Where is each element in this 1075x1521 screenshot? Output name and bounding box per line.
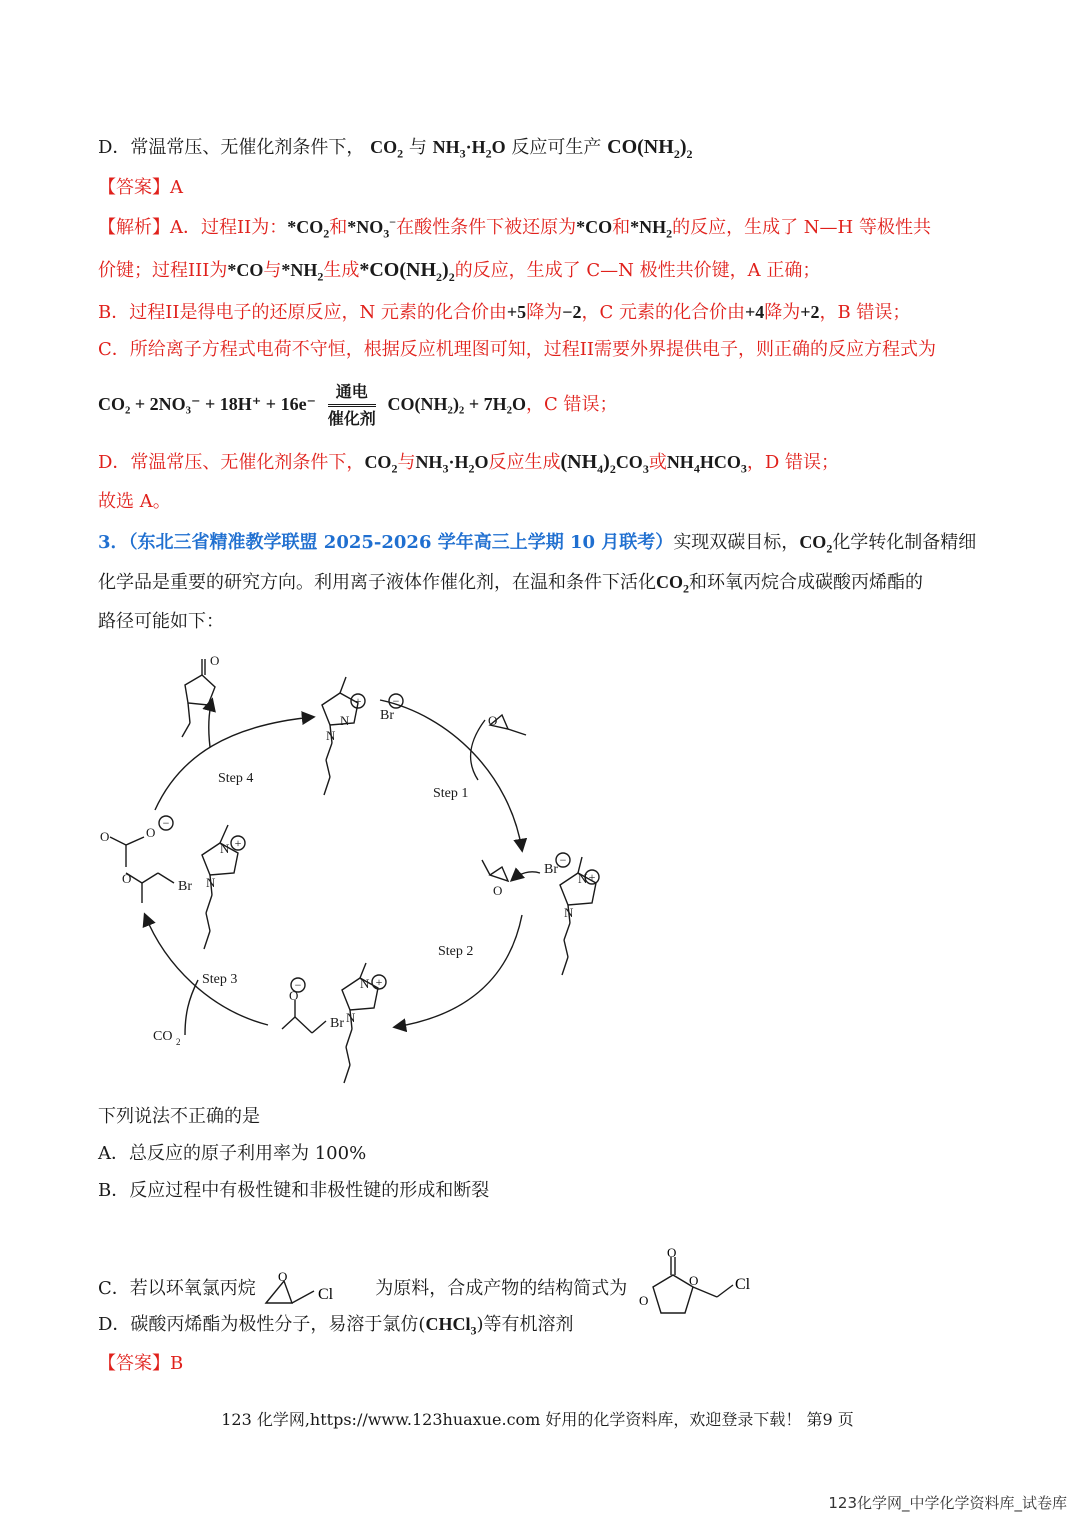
analysis-line-3: B．过程II是得电子的还原反应，N 元素的化合价由+5降为−2，C 元素的化合价由+4降为+2，B 错误；: [98, 302, 911, 323]
svg-text:N: N: [564, 905, 574, 920]
svg-text:N: N: [206, 875, 216, 890]
option-c: C．若以环氧氯丙烷 O Cl 为原料，合成产物的结构简式为 O O O Cl: [98, 1245, 763, 1333]
epichlorohydrin-structure: [262, 1269, 370, 1309]
svg-text:+: +: [234, 836, 242, 850]
analysis-line-1: 【解析】A．过程II为：$*CO_2$和$*NO_3^-$在酸性条件下被还原为*CO和$*NH_2$的反应，生成了 N—H 等极性共: [98, 215, 931, 241]
alkoxide-bottom: [282, 1000, 326, 1033]
answer-label: 【答案】A: [98, 177, 183, 198]
option-d: D．碳酸丙烯酯为极性分子，易溶于氯仿(CHCl$_3$)等有机溶剂: [98, 1314, 574, 1338]
analysis-line-4: C．所给离子方程式电荷不守恒，根据反应机理图可知，过程II需要外界提供电子，则正确的反应方程式为: [98, 339, 936, 360]
svg-text:O: O: [277, 1269, 287, 1284]
svg-text:N: N: [578, 871, 588, 886]
co2-label: CO: [153, 1029, 173, 1044]
svg-text:N: N: [360, 976, 370, 991]
svg-text:−: −: [162, 816, 170, 830]
arc-step-2: [395, 915, 522, 1027]
svg-text:N: N: [346, 1010, 356, 1025]
svg-text:−: −: [294, 978, 302, 992]
bromide-top: Br: [380, 708, 394, 723]
svg-text:O: O: [100, 829, 110, 844]
svg-text:O: O: [146, 825, 156, 840]
arc-step-1: [380, 700, 522, 850]
propylene-carbonate-top: [182, 659, 215, 737]
analysis-equation: CO₂ + 2NO₃⁻ + 18H⁺ + 16e⁻ $\frac{\text{通电}}{\text{催化剂}}$ CO(NH₂)₂ + 7H₂O，C 错误；: [98, 381, 618, 428]
question-stem: 下列说法不正确的是: [98, 1106, 260, 1127]
svg-text:O: O: [488, 713, 498, 728]
analysis-line-6: D．常温常压、无催化剂条件下，$CO_2$与$NH_3\cdot H_2O$反应生成$(NH_4)_2CO_3$或$NH_4HCO_3$，D 错误；: [98, 451, 839, 476]
option-d-prev: D．常温常压、无催化剂条件下， $CO_2$ 与 $NH_3\cdot H_2O$ 反应可生产 $CO(NH_2)_2$: [98, 136, 693, 161]
svg-text:N: N: [326, 728, 336, 743]
page-footer: 123 化学网,https://www.123huaxue.com 好用的化学资料库，欢迎登录下载！ 第9 页: [221, 1410, 854, 1429]
svg-text:Cl: Cl: [734, 1276, 751, 1293]
option-a: A．总反应的原子利用率为 100%: [98, 1143, 367, 1164]
svg-text:N: N: [220, 841, 230, 856]
reaction-condition: $\frac{\text{通电}}{\text{催化剂}}$: [327, 381, 376, 428]
question-3-line-3: 路径可能如下：: [98, 611, 224, 632]
step4-label: Step 4: [218, 771, 254, 786]
question-3-line-2: 化学品是重要的研究方向。利用离子液体作催化剂，在温和条件下活化$CO_2$和环氧丙烷合成碳酸丙烯酯的: [98, 572, 923, 596]
reaction-mechanism-diagram: [90, 645, 710, 1095]
chloro-carbonate-product: [633, 1245, 763, 1333]
bromide-bottom: Br: [330, 1016, 344, 1031]
svg-text:−: −: [559, 853, 567, 867]
arrow-epoxide-in: [471, 720, 485, 780]
svg-text:O: O: [666, 1245, 677, 1260]
bromide-left: Br: [178, 879, 192, 894]
arc-step-4: [155, 717, 313, 810]
watermark: 123化学网_中学化学资料库_试卷库: [828, 1494, 1067, 1512]
analysis-conclusion: 故选 A。: [98, 491, 171, 512]
epoxide-right: [482, 860, 508, 881]
svg-text:O: O: [493, 883, 503, 898]
analysis-line-2: 价键；过程III为*CO与$*NH_2$生成$*CO(NH_2)_2$的反应，生成了 C—N 极性共价键，A 正确；: [98, 259, 821, 284]
svg-text:+: +: [375, 975, 383, 989]
svg-text:+: +: [354, 694, 362, 708]
answer-q3: 【答案】B: [98, 1353, 184, 1374]
question-3-line-1: 3．（东北三省精准教学联盟 2025-2026 学年高三上学期 10 月联考）实现双碳目标，$CO_2$化学转化制备精细: [98, 532, 977, 556]
svg-text:O: O: [638, 1293, 649, 1308]
svg-text:N: N: [340, 713, 350, 728]
svg-text:O: O: [122, 871, 132, 886]
arc-product-out: [209, 700, 212, 747]
arrow-attack: [512, 872, 540, 880]
svg-text:O: O: [210, 653, 220, 668]
arc-step-3: [145, 915, 268, 1025]
svg-text:+: +: [588, 870, 596, 884]
bromide-right: Br: [544, 862, 558, 877]
option-b: B．反应过程中有极性键和非极性键的形成和断裂: [98, 1180, 490, 1201]
step1-label: Step 1: [433, 786, 469, 801]
step2-label: Step 2: [438, 944, 474, 959]
svg-text:O: O: [688, 1273, 699, 1288]
svg-text:−: −: [392, 694, 400, 708]
co2-sub: 2: [176, 1037, 181, 1047]
carbonate-intermediate-left: [110, 837, 174, 903]
svg-text:Cl: Cl: [317, 1286, 333, 1303]
svg-text:O: O: [289, 988, 299, 1003]
arrow-co2-in: [185, 980, 198, 1035]
step3-label: Step 3: [202, 972, 238, 987]
